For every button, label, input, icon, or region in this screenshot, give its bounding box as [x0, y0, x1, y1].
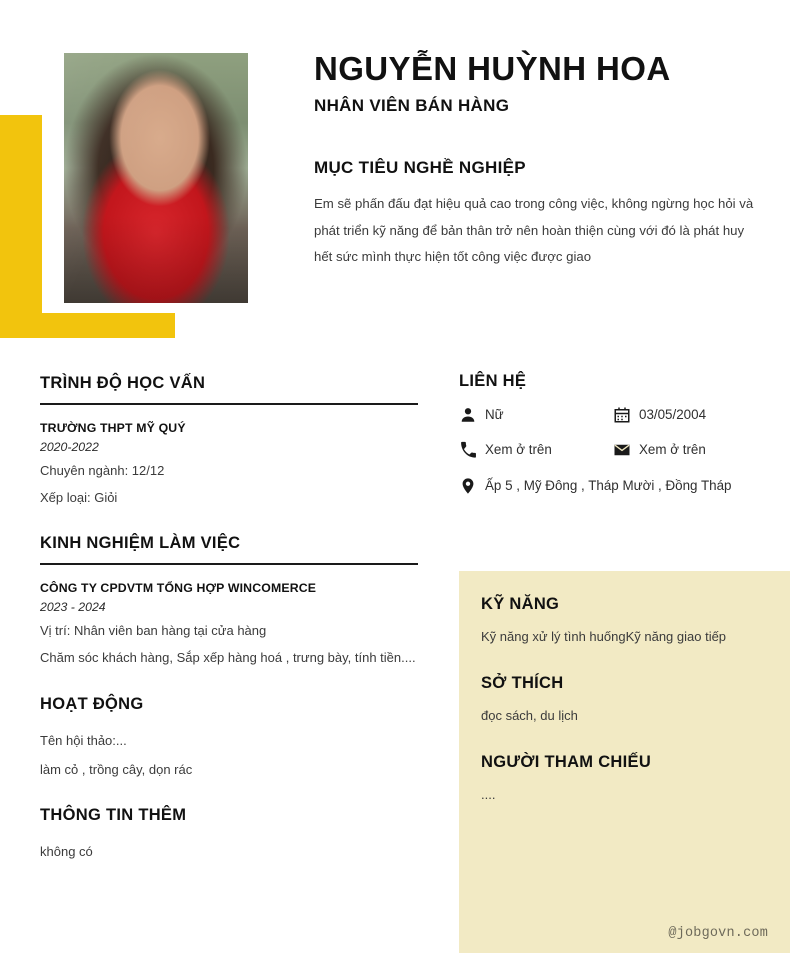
interests-text: đọc sách, du lịch	[481, 708, 578, 724]
contact-address: Ấp 5 , Mỹ Đông , Tháp Mười , Đồng Tháp	[485, 477, 732, 493]
location-pin-icon	[459, 476, 485, 495]
contact-birthdate: 03/05/2004	[639, 407, 707, 422]
contact-phone: Xem ở trên	[485, 442, 552, 458]
header-block	[314, 50, 764, 270]
person-icon	[459, 405, 485, 424]
right-column	[459, 372, 790, 496]
profile-photo-image	[64, 53, 248, 303]
skills-heading: KỸ NĂNG	[481, 595, 560, 613]
education-school: TRƯỜNG THPT MỸ QUÝ	[40, 421, 186, 435]
education-heading: TRÌNH ĐỘ HỌC VẤN	[40, 374, 418, 405]
experience-position: Vị trí: Nhân viên ban hàng tại cửa hàng	[40, 623, 267, 639]
skills-text: Kỹ năng xử lý tình huốngKỹ năng giao tiếp	[481, 629, 727, 644]
interests-heading: SỞ THÍCH	[481, 674, 564, 693]
education-major: Chuyên ngành: 12/12	[40, 463, 165, 478]
email-icon	[613, 440, 639, 459]
contact-list	[459, 405, 790, 496]
activities-heading: HOẠT ĐỘNG	[40, 694, 144, 713]
contact-heading: LIÊN HỆ	[459, 372, 527, 390]
education-dates: 2020-2022	[40, 440, 99, 454]
objective-text: Em sẽ phấn đấu đạt hiệu quả cao trong công việc, không ngừng học hỏi và phát triển kỹ năng để bản thân trở nên hoàn thiện cùng với đó là phát huy hết sức mình thực hiện tốt công việc được giao	[314, 196, 754, 265]
contact-gender: Nữ	[485, 407, 504, 422]
profile-photo	[64, 53, 248, 303]
experience-duties: Chăm sóc khách hàng, Sắp xếp hàng hoá , trưng bày, tính tiền....	[40, 650, 416, 666]
experience-dates: 2023 - 2024	[40, 600, 106, 615]
skills-panel	[459, 571, 790, 953]
contact-email: Xem ở trên	[639, 442, 706, 458]
page-title: NGUYỄN HUỲNH HOA	[314, 50, 671, 87]
experience-heading: KINH NGHIỆM LÀM VIỆC	[40, 534, 418, 565]
experience-company: CÔNG TY CPDVTM TỔNG HỢP WINCOMERCE	[40, 581, 317, 596]
additional-line-1: không có	[40, 843, 93, 859]
references-heading: NGƯỜI THAM CHIẾU	[481, 753, 652, 772]
additional-heading: THÔNG TIN THÊM	[40, 805, 187, 824]
objective-heading: MỤC TIÊU NGHỀ NGHIỆP	[314, 158, 526, 178]
accent-bar-horizontal	[0, 313, 175, 338]
left-column	[40, 374, 418, 862]
education-grade: Xếp loại: Giỏi	[40, 490, 118, 506]
references-text: ....	[481, 787, 496, 803]
accent-bar-vertical	[0, 115, 42, 338]
activities-line-1: Tên hội thảo:...	[40, 732, 127, 748]
calendar-icon	[613, 405, 639, 424]
education-entry	[40, 421, 418, 508]
job-title: NHÂN VIÊN BÁN HÀNG	[314, 96, 510, 116]
watermark: @jobgovn.com	[668, 926, 768, 941]
phone-icon	[459, 440, 485, 459]
experience-entry	[40, 581, 418, 668]
activities-line-2: làm cỏ , trồng cây, dọn rác	[40, 761, 193, 777]
